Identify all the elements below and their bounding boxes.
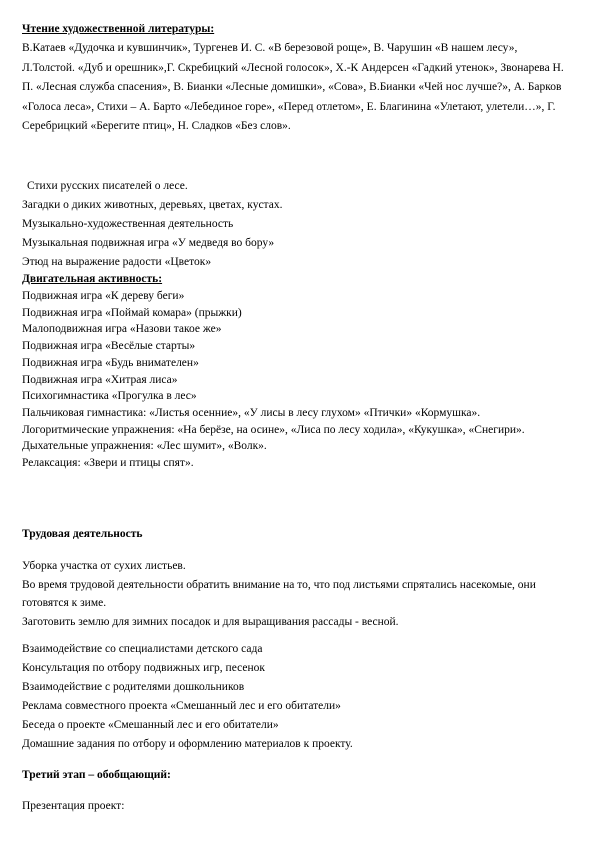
list-item: Подвижная игра «Будь внимателен» xyxy=(22,356,199,369)
motor-heading: Двигательная активность: xyxy=(22,273,163,285)
list-item: Этюд на выражение радости «Цветок» xyxy=(22,256,212,268)
list-item: Заготовить землю для зимних посадок и для выращивания рассады - весной. xyxy=(22,615,399,628)
list-item: Стихи русских писателей о лесе. xyxy=(27,180,188,192)
list-item: Уборка участка от сухих листьев. xyxy=(22,560,186,572)
list-item: Взаимодействие со специалистами детского сада xyxy=(22,643,263,655)
cooperation-list xyxy=(22,640,353,754)
relaxation: Релаксация: «Звери и птицы спят». xyxy=(22,457,194,470)
list-item: Во время трудовой деятельности обратить внимание на то, что под листьями спрятались насекомые, они готовятся к зиме. xyxy=(22,578,536,609)
logorhythmic-exercises: Логоритмические упражнения: «На берёзе, на осине», «Лиса по лесу ходила», «Кукушка», «Снегири». xyxy=(22,423,525,436)
motor-list xyxy=(22,288,577,472)
list-item: Подвижная игра «К дереву беги» xyxy=(22,290,185,302)
list-item: Реклама совместного проекта «Смешанный лес и его обитатели» xyxy=(22,700,341,712)
finger-gymnastics: Пальчиковая гимнастика: «Листья осенние», «У лисы в лесу глухом» «Птички» «Кормушка». xyxy=(22,406,481,419)
breathing-exercises: Дыхательные упражнения: «Лес шумит», «Волк». xyxy=(22,440,267,453)
list-item: Подвижная игра «Поймай комара» (прыжки) xyxy=(22,306,242,319)
list-item: Домашние задания по отбору и оформлению материалов к проекту. xyxy=(22,738,353,750)
stage3-heading: Третий этап – обобщающий: xyxy=(22,769,171,781)
list-item: Подвижная игра «Весёлые старты» xyxy=(22,340,196,353)
labor-list xyxy=(22,557,577,631)
list-item: Загадки о диких животных, деревьях, цветах, кустах. xyxy=(22,199,283,211)
presentation-line: Презентация проект: xyxy=(22,800,125,812)
list-item: Музыкально-художественная деятельность xyxy=(22,218,234,230)
list-item: Подвижная игра «Хитрая лиса» xyxy=(22,373,178,386)
reading-heading: Чтение художественной литературы: xyxy=(22,23,215,35)
labor-heading: Трудовая деятельность xyxy=(22,528,143,540)
reading-paragraph: В.Катаев «Дудочка и кувшинчик», Тургенев И. С. «В березовой роще», В. Чарушин «В нашем лесу», Л.Толстой. «Дуб и орешник»,Г. Скребицкий «Лесной голосок», Х.-К Андерсен «Гадкий утенок», Звонарева Н. П. «Лесная служба спасения», В. Бианки «Лесные домишки», «Сова», В.Бианки «Чей нос лучше?», А. Барков «Голоса леса», Стихи – А. Барто «Лебединое горе», «Перед отлетом», Е. Благинина «Улетают, улетели…», Г. Серебрицкий «Берегите птиц», Н. Сладков «Без слов». xyxy=(22,42,564,132)
list-item: Малоподвижная игра «Назови такое же» xyxy=(22,323,222,336)
list-item: Беседа о проекте «Смешанный лес и его обитатели» xyxy=(22,719,279,731)
list-item: Психогимнастика «Прогулка в лес» xyxy=(22,390,197,403)
list-item: Взаимодействие с родителями дошкольников xyxy=(22,681,245,693)
list-item: Музыкальная подвижная игра «У медведя во бору» xyxy=(22,237,275,249)
reading-list xyxy=(22,177,282,272)
list-item: Консультация по отбору подвижных игр, песенок xyxy=(22,662,265,674)
